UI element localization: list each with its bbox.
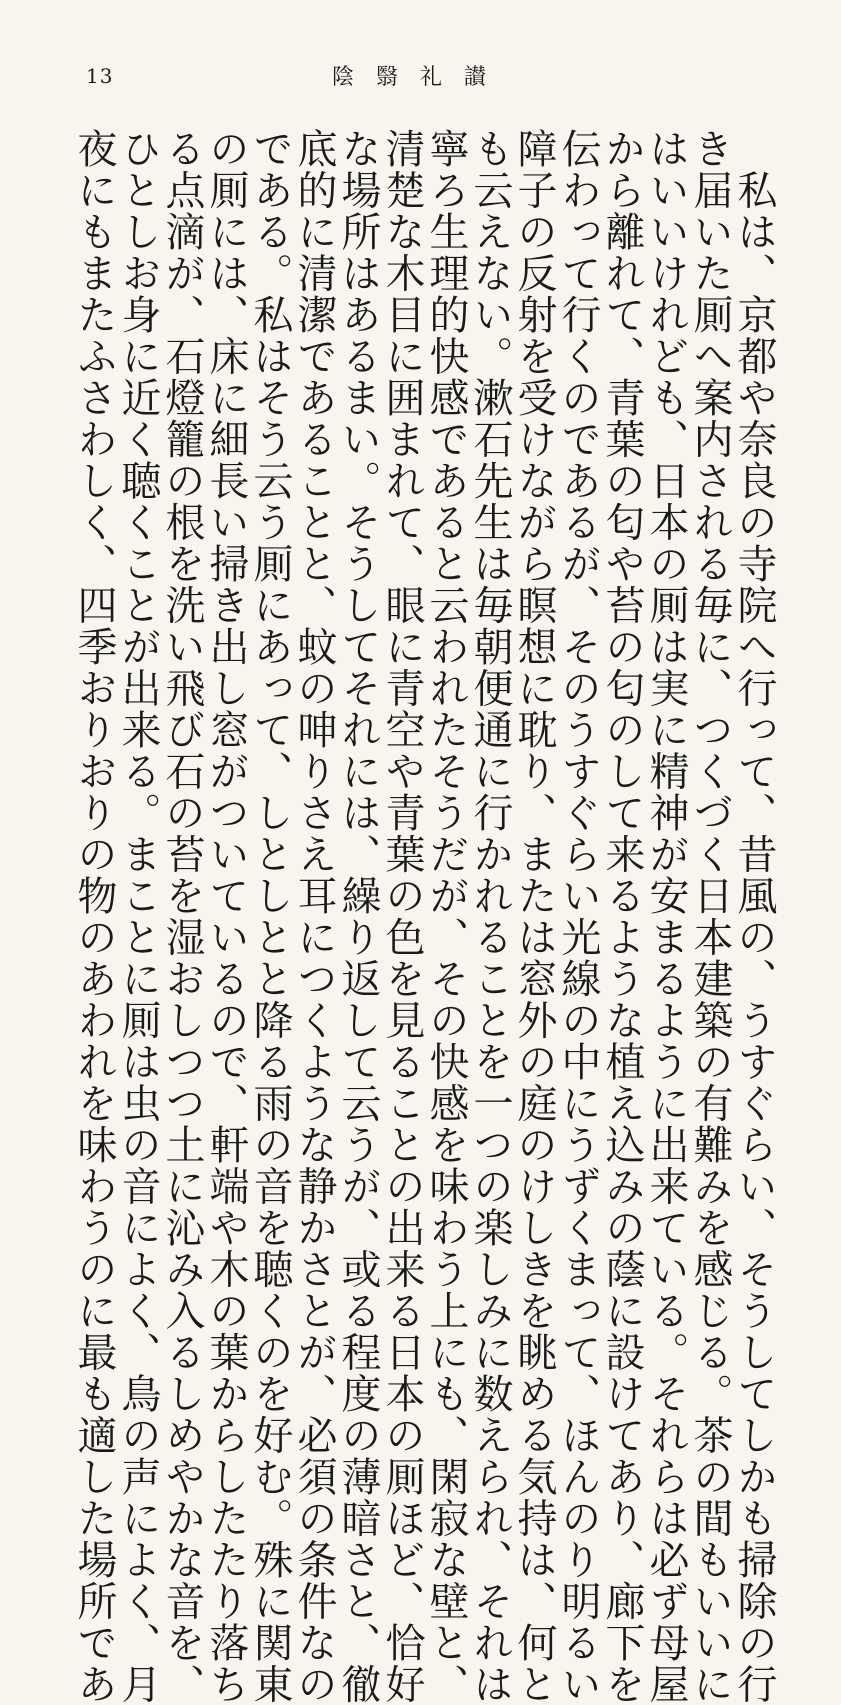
text-column: である。私はそう云う厠にあって、しとしとと降る雨の音を聴くのを好む。殊に関東 [247, 128, 293, 1705]
text-column: 障子の反射を受けながら瞑想に耽り、または窓外の庭のけしきを眺める気持は、何と [511, 128, 557, 1705]
text-column: 私は、京都や奈良の寺院へ行って、昔風の、うすぐらい、そうしてしかも掃除の行 [731, 128, 777, 1705]
text-column: き届いた厠へ案内される毎に、つくづく日本建築の有難みを感じる。茶の間もいいに [687, 128, 733, 1705]
text-column: の厠には、床に細長い掃き出し窓がついているので、軒端や木の葉からしたたり落ち [203, 128, 249, 1705]
text-column: 寧ろ生理的快感であると云われたそうだが、その快感を味わう上にも、閑寂な壁と、 [423, 128, 469, 1705]
text-column: ひとしお身に近く聴くことが出来る。まことに厠は虫の音によく、鳥の声によく、月 [115, 128, 161, 1705]
text-column: はいいけれども、日本の厠は実に精神が安まるように出来ている。それらは必ず母屋 [643, 128, 689, 1705]
text-column: 夜にもまたふさわしく、四季おりおりの物のあわれを味わうのに最も適した場所であ [71, 128, 117, 1705]
text-column: 清楚な木目に囲まれて、眼に青空や青葉の色を見ることの出来る日本の厠ほど、恰好 [379, 128, 425, 1705]
text-column: も云えない。漱石先生は毎朝便通に行かれることを一つの楽しみに数えられ、それは [467, 128, 513, 1705]
text-column: な場所はあるまい。そうしてそれには、繰り返して云うが、或る程度の薄暗さと、徹 [335, 128, 381, 1705]
page-number: 13 [86, 64, 114, 88]
running-title: 陰翳礼讃 [331, 65, 508, 90]
text-column: る点滴が、石燈籠の根を洗い飛び石の苔を湿おしつつ土に沁み入るしめやかな音を、 [159, 128, 205, 1705]
body-text [71, 128, 780, 1705]
text-column: 伝わって行くのであるが、そのうすぐらい光線の中にうずくまって、ほんのり明るい [555, 128, 601, 1705]
text-column: から離れて、青葉の匂や苔の匂のして来るような植え込みの蔭に設けてあり、廊下を [599, 128, 645, 1705]
text-column: 底的に清潔であることと、蚊の呻りさえ耳につくような静かさとが、必須の条件なの [291, 128, 337, 1705]
